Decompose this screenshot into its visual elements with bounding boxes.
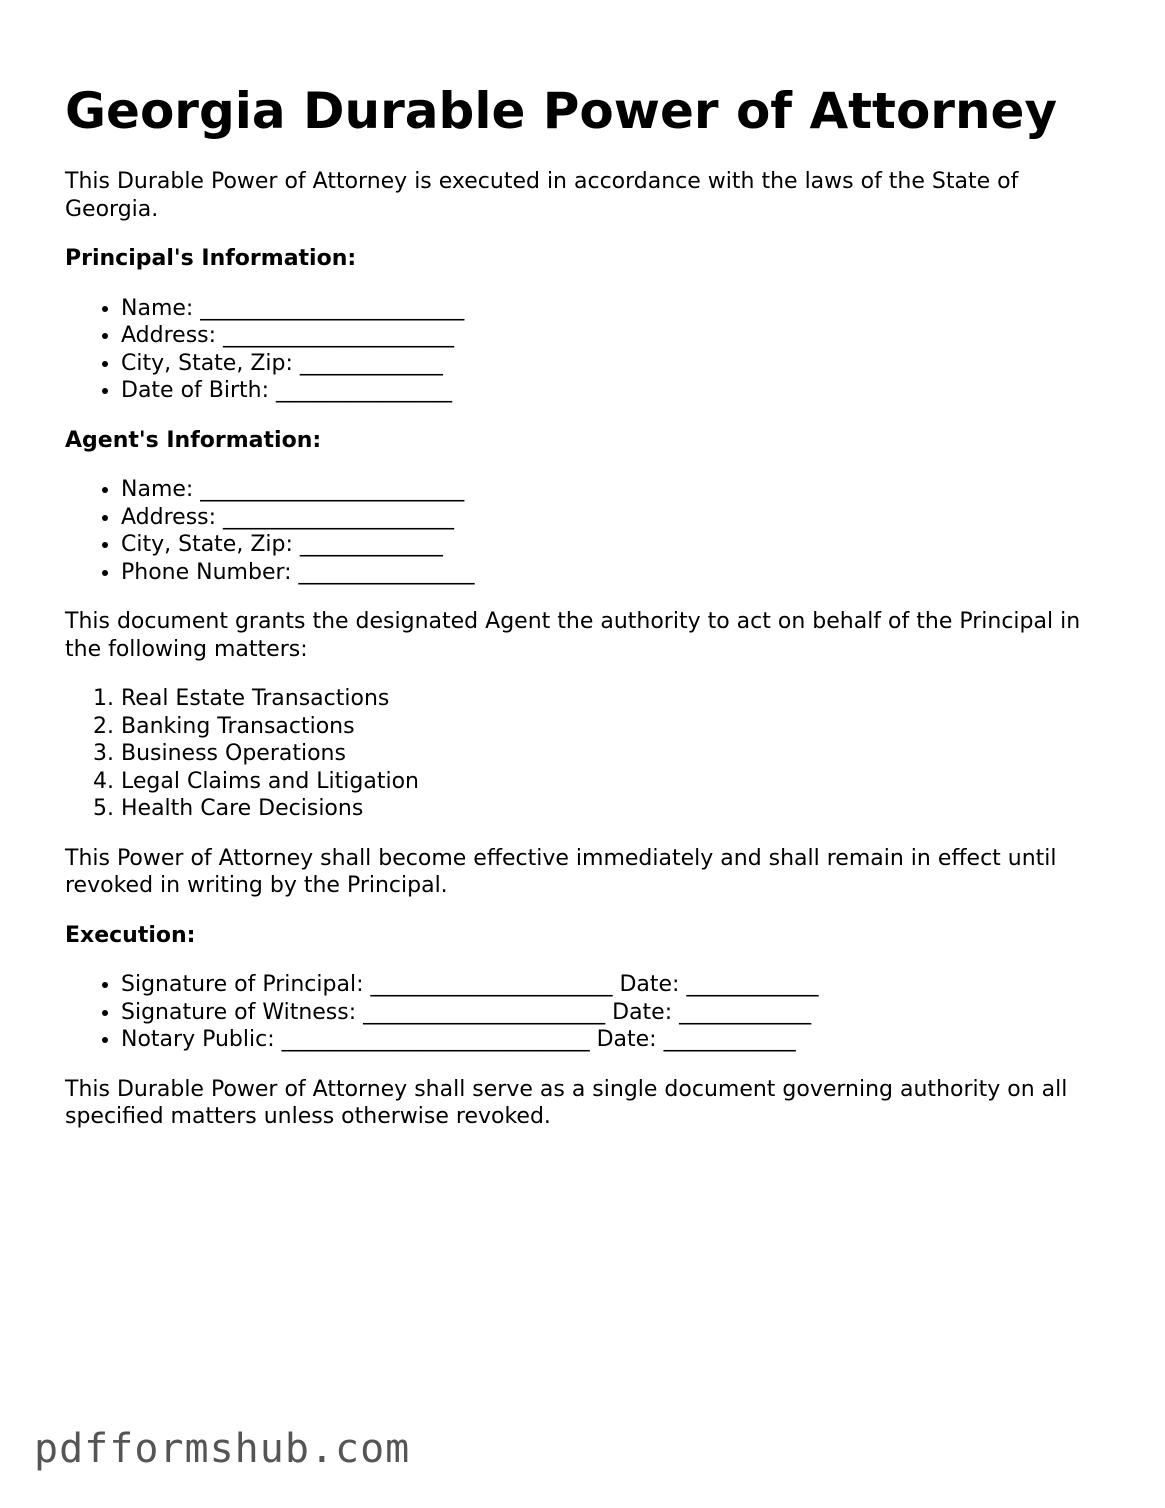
principal-name-field: • Name: ________________________ bbox=[121, 295, 1115, 323]
witness-signature-line: • Signature of Witness: ______________________ Date: ____________ bbox=[121, 999, 1115, 1027]
principal-signature-line: • Signature of Principal: ______________________ Date: ____________ bbox=[121, 971, 1115, 999]
watermark-text: pdfformshub.com bbox=[34, 1426, 411, 1472]
matter-item: 1. Real Estate Transactions bbox=[121, 685, 1115, 713]
principal-address-field: • Address: _____________________ bbox=[121, 322, 1115, 350]
effective-paragraph: This Power of Attorney shall become effective immediately and shall remain in effect until revoked in writing by the Principal. bbox=[65, 845, 1057, 898]
intro-paragraph: This Durable Power of Attorney is executed in accordance with the laws of the State of Georgia. bbox=[65, 169, 1019, 222]
matters-list bbox=[65, 685, 1115, 823]
principal-info-list bbox=[65, 295, 1115, 405]
agent-address-field: • Address: _____________________ bbox=[121, 504, 1115, 532]
principal-heading: Principal's Information: bbox=[65, 246, 357, 271]
execution-heading: Execution: bbox=[65, 922, 196, 948]
execution-list bbox=[65, 971, 1115, 1054]
principal-city-state-zip-field: • City, State, Zip: _____________ bbox=[121, 350, 1115, 378]
closing-paragraph: This Durable Power of Attorney shall serve as a single document governing authority on all specified matters unless otherwise revoked. bbox=[65, 1076, 1068, 1129]
agent-city-state-zip-field: • City, State, Zip: _____________ bbox=[121, 531, 1115, 559]
matter-item: 3. Business Operations bbox=[121, 740, 1115, 768]
agent-name-field: • Name: ________________________ bbox=[121, 476, 1115, 504]
matter-item: 4. Legal Claims and Litigation bbox=[121, 768, 1115, 796]
document-body bbox=[65, 168, 1115, 1153]
grant-paragraph: This document grants the designated Agent the authority to act on behalf of the Principal in the following matters: bbox=[65, 609, 1081, 662]
document-title: Georgia Durable Power of Attorney bbox=[65, 82, 1058, 140]
matter-item: 2. Banking Transactions bbox=[121, 713, 1115, 741]
matter-item: 5. Health Care Decisions bbox=[121, 795, 1115, 823]
notary-signature-line: • Notary Public: ____________________________ Date: ____________ bbox=[121, 1026, 1115, 1054]
agent-info-list bbox=[65, 476, 1115, 586]
agent-phone-field: • Phone Number: ________________ bbox=[121, 559, 1115, 587]
principal-dob-field: • Date of Birth: ________________ bbox=[121, 377, 1115, 405]
agent-heading: Agent's Information: bbox=[65, 427, 322, 453]
